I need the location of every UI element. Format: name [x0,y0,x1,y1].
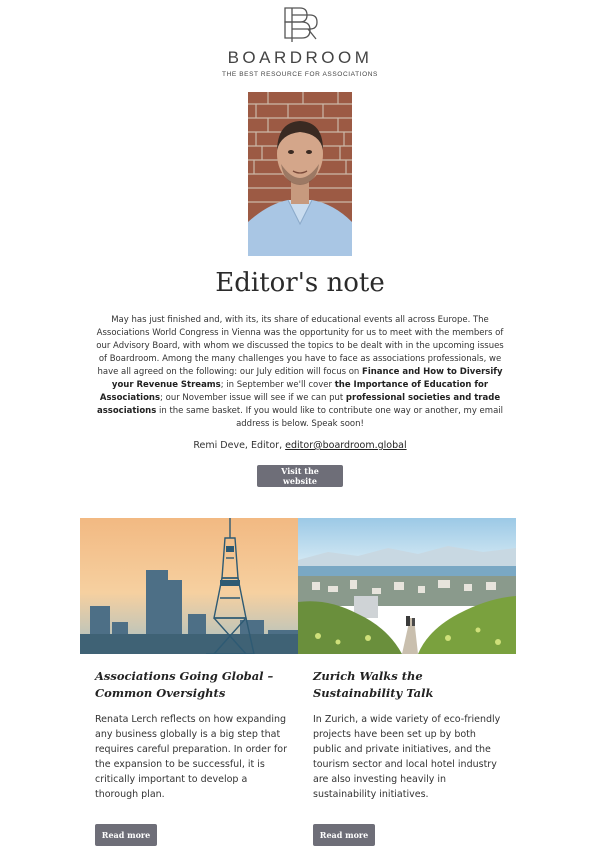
editor-note-body [92,314,508,431]
brand-tagline: THE BEST RESOURCE FOR ASSOCIATIONS [222,71,378,78]
read-more-button[interactable]: Read more [313,824,375,846]
visit-website-button[interactable]: Visit the website [257,465,343,487]
note-text-2: ; in September we'll cover [220,380,335,390]
read-more-button[interactable]: Read more [95,824,157,846]
editor-email-link[interactable]: editor@boardroom.global [285,440,407,451]
article-summary: In Zurich, a wide variety of eco-friendly projects have been set up by both public and private initiatives, and the tourism sector and local hotel industry are also investing heavily in sustainability initiatives. [313,714,501,800]
editor-portrait [248,92,352,256]
note-text-3: ; our November issue will see if we can put [160,393,346,403]
note-text-4: in the same basket. If you would like to contribute one way or another, my email address is below. Speak soon! [156,406,503,429]
article-image-zurich[interactable] [298,518,516,654]
note-topic-societies: professional societies and trade associations [96,393,501,416]
note-topic-education: the Importance of Education for Associations [99,380,489,403]
article-title[interactable]: Zurich Walks the Sustainability Talk [313,669,434,700]
brand-name: BOARDROOM [227,48,373,67]
note-topic-finance: Finance and How to Diversify your Revenue Streams [111,367,503,390]
editor-title: Editor's note [215,268,385,298]
header [0,0,600,78]
editor-signature [0,440,600,451]
article-image-skyline[interactable] [80,518,298,654]
article-title[interactable]: Associations Going Global – Common Oversights [95,669,274,700]
article-card [80,518,298,846]
article-card [298,518,516,846]
signature-name: Remi Deve, Editor, [193,440,283,451]
articles-section [80,518,516,846]
article-summary: Renata Lerch reflects on how expanding any business globally is a big step that requires careful preparation. In order for the expansion to be successful, it is critically important to develop a thorough plan. [95,714,287,800]
note-text-1: May has just finished and, with its, its share of educational events all across Europe. The Associations World Congress in Vienna was the opportunity for us to meet with the members of our Advisory Board, with whom we discussed the topics to be dealt with in the upcoming issues of Boardroom. Among the many challenges you have to face as associations professionals, we have all agreed on the following: our July edition will focus on [96,315,504,377]
br-monogram-icon [280,6,320,44]
